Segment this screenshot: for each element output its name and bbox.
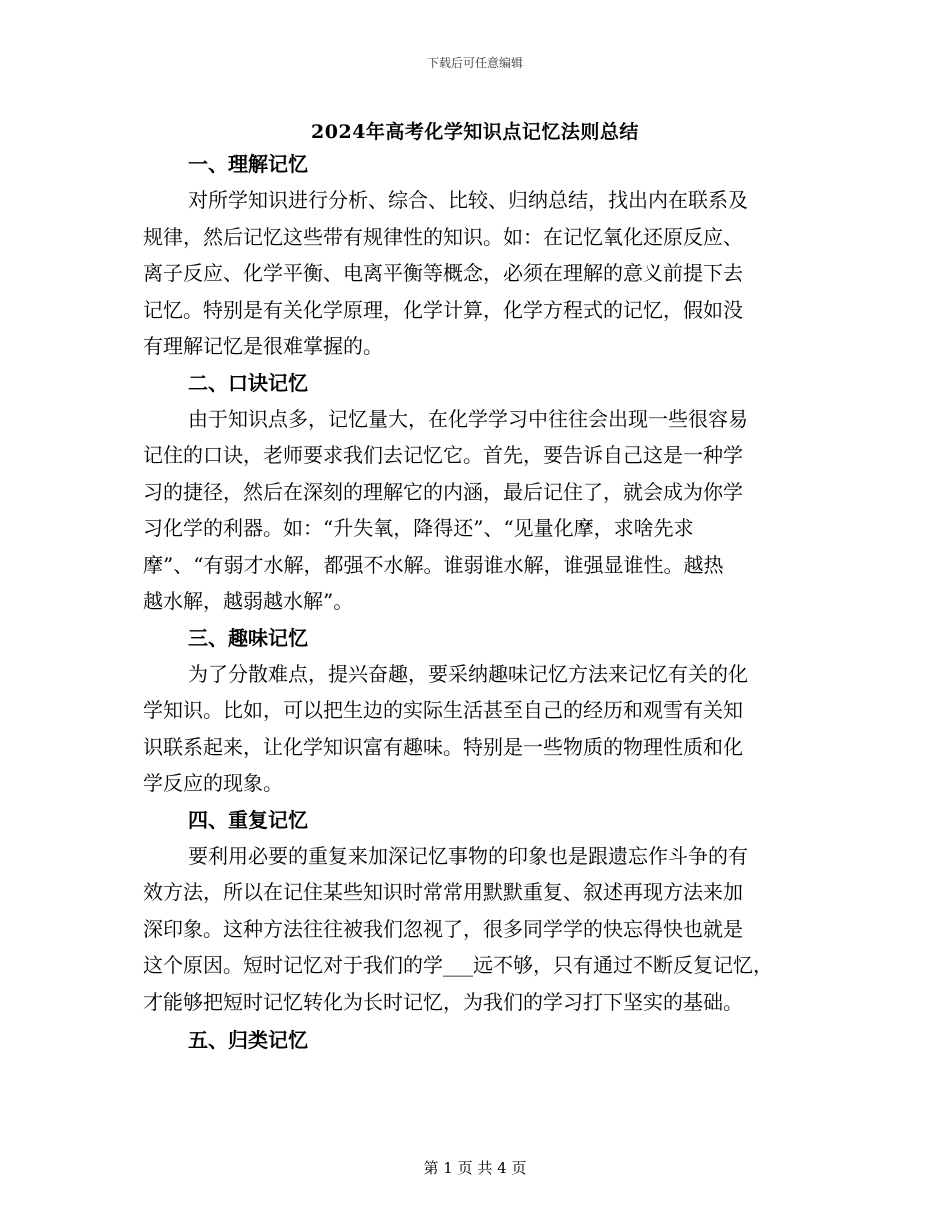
section-paragraph: [143, 182, 807, 365]
section-heading: 二、口诀记忆: [188, 370, 308, 395]
document-body: [143, 146, 807, 1058]
section-heading: 四、重复记忆: [188, 807, 308, 832]
paragraph-line: 为了分散难点，提兴奋趣，要采纳趣味记忆方法来记忆有关的化: [188, 661, 748, 686]
section-paragraph: [143, 656, 807, 802]
paragraph-line: 规律，然后记忆这些带有规律性的知识。如：在记忆氧化还原反应、: [143, 224, 743, 249]
paragraph-line: 这个原因。短时记忆对于我们的学___远不够，只有通过不断反复记忆，: [143, 953, 773, 977]
paragraph-line: 摩”、“有弱才水解，都强不水解。谁弱谁水解，谁强显谁性。越热: [143, 552, 724, 577]
section-mnemonic: [143, 365, 807, 620]
paragraph-line: 学反应的现象。: [143, 771, 283, 795]
header-note: 下载后可任意编辑: [426, 56, 523, 70]
paragraph-line: 识联系起来，让化学知识富有趣味。特别是一些物质的物理性质和化: [143, 734, 743, 759]
paragraph-line: 习的捷径，然后在深刻的理解它的内涵，最后记住了，就会成为你学: [143, 479, 743, 504]
page-footer: 第 1 页 共 4 页: [423, 1159, 527, 1177]
paragraph-line: 离子反应、化学平衡、电离平衡等概念，必须在理解的意义前提下去: [143, 261, 743, 285]
paragraph-line: 效方法，所以在记住某些知识时常常用默默重复、叙述再现方法来加: [143, 880, 743, 904]
section-understanding: [143, 146, 807, 365]
paragraph-line: 学知识。比如，可以把生边的实际生活甚至自己的经历和观雪有关知: [143, 698, 743, 722]
paragraph-line: 有理解记忆是很难掌握的。: [143, 334, 383, 358]
paragraph-line: 要利用必要的重复来加深记忆事物的印象也是跟遗忘作斗争的有: [188, 843, 748, 868]
section-heading: 三、趣味记忆: [188, 625, 308, 650]
section-repetition: [143, 802, 807, 1021]
paragraph-line: 越水解，越弱越水解”。: [143, 589, 354, 613]
paragraph-line: 深印象。这种方法往往被我们忽视了，很多同学学的快忘得快也就是: [143, 916, 743, 941]
section-heading: 五、归类记忆: [188, 1028, 308, 1052]
paragraph-line: 由于知识点多，记忆量大，在化学学习中往往会出现一些很容易: [188, 406, 748, 431]
paragraph-line: 习化学的利器。如：“升失氧，降得还”、“见量化摩，求啥先求: [143, 516, 694, 540]
document-title: 2024年高考化学知识点记忆法则总结: [311, 121, 639, 143]
paragraph-line: 记住的口诀，老师要求我们去记忆它。首先，要告诉自己这是一种学: [143, 443, 743, 467]
section-heading: 一、理解记忆: [188, 152, 308, 176]
section-classification: [143, 1022, 807, 1058]
paragraph-line: 才能够把短时记忆转化为长时记忆，为我们的学习打下坚实的基础。: [143, 989, 743, 1014]
paragraph-line: 对所学知识进行分析、综合、比较、归纳总结，找出内在联系及: [188, 188, 748, 212]
section-interest: [143, 620, 807, 802]
section-paragraph: [143, 838, 807, 1021]
paragraph-line: 记忆。特别是有关化学原理，化学计算，化学方程式的记忆，假如没: [143, 297, 743, 322]
section-paragraph: [143, 401, 807, 620]
